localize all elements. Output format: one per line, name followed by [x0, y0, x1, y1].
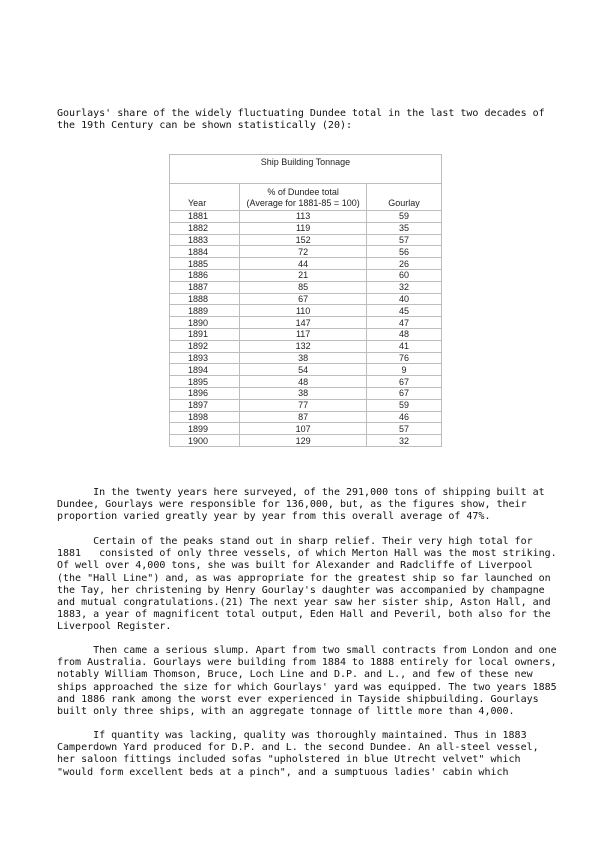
cell-year: 1881: [170, 211, 240, 223]
cell-gourlay: 60: [367, 269, 442, 281]
paragraph-2: Certain of the peaks stand out in sharp relief. Their very high total for 1881 consisted of only three vessels, of which Merton Hall was the most striking. Of well over 4,000 tons, she was built for Alexander and Radcliffe of Liverpool (the "Hall Line") and, as was appropriate for the greatest ship so far launched on the Tay, her christening by Henry Gourlay's daughter was accompanied by champagne and mutual congratulations.(21) The next year saw her sister ship, Aston Hall, and 1883, a year of magnificent total output, Eden Hall and Peveril, both also for the Liverpool Register.: [57, 536, 557, 633]
cell-pct: 44: [240, 258, 367, 270]
table-row: [170, 246, 442, 258]
table-row: [170, 258, 442, 270]
table-row: [170, 399, 442, 411]
cell-gourlay: 59: [367, 211, 442, 223]
cell-year: 1892: [170, 340, 240, 352]
cell-gourlay: 67: [367, 387, 442, 399]
cell-gourlay: 76: [367, 352, 442, 364]
cell-year: 1884: [170, 246, 240, 258]
table-row: [170, 340, 442, 352]
table-row: [170, 328, 442, 340]
cell-year: 1895: [170, 376, 240, 388]
cell-year: 1883: [170, 234, 240, 246]
cell-pct: 110: [240, 305, 367, 317]
cell-gourlay: 47: [367, 317, 442, 329]
cell-gourlay: 48: [367, 328, 442, 340]
cell-pct: 87: [240, 411, 367, 423]
table-row: [170, 317, 442, 329]
table-row: [170, 211, 442, 223]
cell-pct: 132: [240, 340, 367, 352]
cell-pct: 21: [240, 269, 367, 281]
cell-gourlay: 40: [367, 293, 442, 305]
cell-gourlay: 57: [367, 423, 442, 435]
cell-pct: 77: [240, 399, 367, 411]
table-row: [170, 364, 442, 376]
col-pct-header-line1: % of Dundee total: [267, 187, 339, 197]
table-row: [170, 281, 442, 293]
cell-pct: 48: [240, 376, 367, 388]
cell-year: 1900: [170, 435, 240, 447]
cell-year: 1888: [170, 293, 240, 305]
paragraph-3: Then came a serious slump. Apart from two small contracts from London and one from Australia. Gourlays were building from 1884 to 1888 entirely for local owners, notably William Thomson, Bruce, Loch Line and D.P. and L., and few of these new ships approached the size for which Gourlays' yard was equipped. The two years 1885 and 1886 rank among the worst ever experienced in Tayside shipbuilding. Gourlays built only three ships, with an aggregate tonnage of little more than 4,000.: [57, 645, 557, 718]
cell-year: 1893: [170, 352, 240, 364]
cell-pct: 38: [240, 387, 367, 399]
cell-year: 1899: [170, 423, 240, 435]
cell-gourlay: 45: [367, 305, 442, 317]
col-year-header: Year: [170, 184, 240, 211]
cell-pct: 67: [240, 293, 367, 305]
cell-pct: 117: [240, 328, 367, 340]
cell-year: 1882: [170, 222, 240, 234]
col-gourlay-header: Gourlay: [367, 184, 442, 211]
cell-gourlay: 46: [367, 411, 442, 423]
cell-pct: 129: [240, 435, 367, 447]
cell-pct: 152: [240, 234, 367, 246]
cell-year: 1896: [170, 387, 240, 399]
cell-pct: 54: [240, 364, 367, 376]
cell-year: 1897: [170, 399, 240, 411]
table-row: [170, 435, 442, 447]
cell-gourlay: 32: [367, 435, 442, 447]
cell-year: 1891: [170, 328, 240, 340]
cell-year: 1889: [170, 305, 240, 317]
table-row: [170, 423, 442, 435]
table-row: [170, 387, 442, 399]
table-row: [170, 352, 442, 364]
cell-year: 1886: [170, 269, 240, 281]
table-row: [170, 411, 442, 423]
cell-gourlay: 26: [367, 258, 442, 270]
cell-gourlay: 35: [367, 222, 442, 234]
tonnage-table: [169, 154, 442, 447]
cell-gourlay: 57: [367, 234, 442, 246]
cell-gourlay: 56: [367, 246, 442, 258]
cell-gourlay: 9: [367, 364, 442, 376]
cell-pct: 72: [240, 246, 367, 258]
paragraph-1: In the twenty years here surveyed, of the 291,000 tons of shipping built at Dundee, Gourlays were responsible for 136,000, but, as the figures show, their proportion varied greatly year by year from this overall average of 47%.: [57, 487, 545, 523]
cell-gourlay: 32: [367, 281, 442, 293]
col-pct-header: [240, 184, 367, 211]
cell-pct: 147: [240, 317, 367, 329]
table-row: [170, 269, 442, 281]
table-row: [170, 305, 442, 317]
cell-year: 1898: [170, 411, 240, 423]
intro-text: Gourlays' share of the widely fluctuating Dundee total in the last two decades of the 19th Century can be shown statistically (20):: [57, 108, 545, 131]
table-row: [170, 376, 442, 388]
col-pct-header-line2: (Average for 1881-85 = 100): [246, 198, 360, 208]
cell-pct: 107: [240, 423, 367, 435]
paragraph-4: If quantity was lacking, quality was thoroughly maintained. Thus in 1883 Camperdown Yard produced for D.P. and L. the second Dundee. An all-steel vessel, her saloon fittings included sofas "upholstered in blue Utrecht velvet" which "would form excellent beds at a pinch", and a sumptuous ladies' cabin which: [57, 730, 539, 778]
cell-pct: 38: [240, 352, 367, 364]
table-title: Ship Building Tonnage: [170, 155, 442, 184]
cell-year: 1890: [170, 317, 240, 329]
cell-gourlay: 59: [367, 399, 442, 411]
table-row: [170, 234, 442, 246]
table-row: [170, 222, 442, 234]
cell-pct: 119: [240, 222, 367, 234]
cell-gourlay: 41: [367, 340, 442, 352]
table-body: [170, 211, 442, 447]
table-row: [170, 293, 442, 305]
cell-year: 1885: [170, 258, 240, 270]
cell-year: 1894: [170, 364, 240, 376]
cell-pct: 113: [240, 211, 367, 223]
cell-pct: 85: [240, 281, 367, 293]
cell-gourlay: 67: [367, 376, 442, 388]
cell-year: 1887: [170, 281, 240, 293]
